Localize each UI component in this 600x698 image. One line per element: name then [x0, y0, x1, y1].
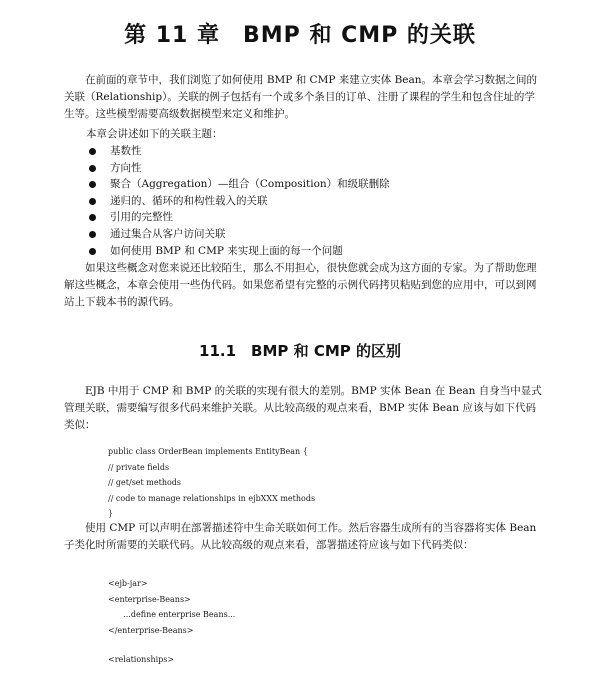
code-line: ...define enterprise Beans... — [108, 610, 236, 619]
section-paragraph-1: EJB 中用于 CMP 和 BMP 的关联的实现有很大的差别。BMP 实体 Bean 在 Bean 自身当中显式管理关联，需要编写很多代码来维护关联。从比较高级的观点来看，BMP 实体 Bean 应该与如下代码类似： — [64, 385, 542, 431]
code-line: <ejb-jar> — [108, 579, 148, 588]
code-line: </enterprise-Beans> — [108, 625, 194, 635]
code-block-relationships — [108, 652, 174, 668]
list-item: 如何使用 BMP 和 CMP 来实现上面的每一个问题 — [86, 243, 390, 260]
code-line: <enterprise-Beans> — [108, 594, 191, 604]
list-item: 基数性 — [86, 143, 390, 160]
code-line: <relationships> — [108, 655, 175, 664]
code-line: } — [108, 509, 114, 518]
topics-list — [86, 143, 390, 259]
code-block-bmp — [108, 444, 315, 522]
closing-paragraph: 如果这些概念对您来说还比较陌生，那么不用担心，很快您就会成为这方面的专家。为了帮助您理解这些概念，本章会使用一些伪代码。如果您希望有完整的示例代码拷贝粘贴到您的应用中，可以到网站上下载本书的源代码。 — [64, 262, 537, 308]
list-item: 聚合（Aggregation）—组合（Composition）和级联删除 — [86, 176, 390, 193]
intro-paragraph: 在前面的章节中，我们浏览了如何使用 BMP 和 CMP 来建立实体 Bean。本章会学习数据之间的关联（Relationship）。关联的例子包括有一个或多个条目的订单、注册了课程的学生和包含住址的学生等。这些模型需要高级数据模型来定义和维护。 — [64, 74, 538, 120]
list-item: 递归的、循环的和构性载入的关联 — [86, 193, 390, 210]
code-line: public class OrderBean implements EntityBean { — [108, 447, 308, 456]
topics-intro: 本章会讲述如下的关联主题： — [86, 128, 223, 140]
section-title: 11.1 BMP 和 CMP 的区别 — [199, 342, 401, 360]
code-block-cmp — [108, 576, 235, 638]
code-line: // code to manage relationships in ejbXXX methods — [108, 493, 316, 503]
section-paragraph-2: 使用 CMP 可以声明在部署描述符中生命关联如何工作。然后容器生成所有的当容器将实体 Bean 子类化时所需要的关联代码。从比较高级的观点来看，部署描述符应该与如下代码类似： — [64, 522, 537, 551]
list-item: 引用的完整性 — [86, 209, 390, 226]
list-item: 方向性 — [86, 160, 390, 177]
code-line: // get/set methods — [108, 478, 182, 487]
chapter-title: 第 11 章 BMP 和 CMP 的关联 — [124, 23, 476, 48]
list-item: 通过集合从客户访问关联 — [86, 226, 390, 243]
code-line: // private fields — [108, 462, 170, 472]
